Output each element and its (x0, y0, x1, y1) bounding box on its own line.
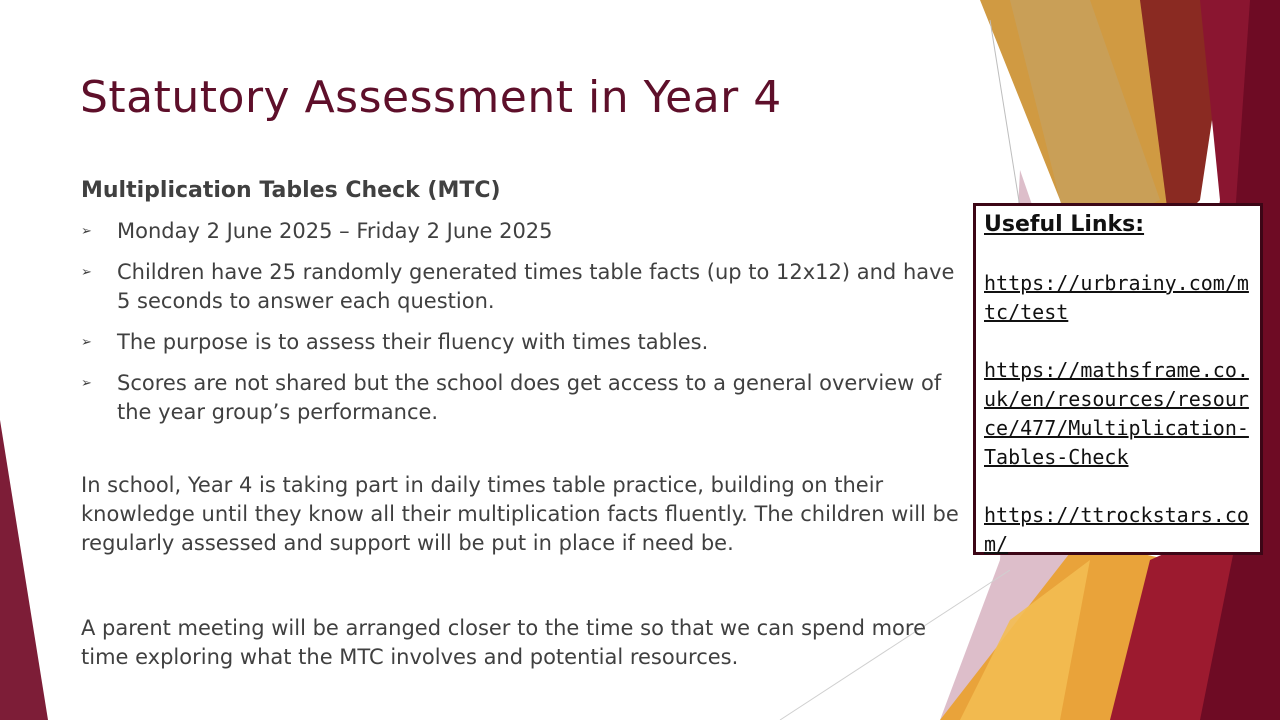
slide-content (81, 176, 961, 672)
arrow-bullet-icon: ➢ (81, 335, 92, 350)
link-urbrainy[interactable]: https://urbrainy.com/mtc/test (984, 271, 1249, 324)
bullet-list (81, 217, 961, 427)
practice-paragraph: In school, Year 4 is taking part in daily times table practice, building on their knowledge until they know all their multiplication facts fluently. The children will be regularly assessed and support will be put in place if need be. (81, 473, 959, 555)
bullet-item (81, 217, 961, 246)
bullet-item (81, 369, 961, 427)
bullet-item (81, 328, 961, 357)
parent-meeting-paragraph: A parent meeting will be arranged closer to the time so that we can spend more time exploring what the MTC involves and potential resources. (81, 616, 926, 669)
mtc-subheading: Multiplication Tables Check (MTC) (81, 178, 501, 203)
arrow-bullet-icon: ➢ (81, 224, 92, 239)
bullet-text: Scores are not shared but the school does get access to a general overview of the year group’s performance. (117, 371, 942, 424)
bullet-text: The purpose is to assess their fluency with times tables. (117, 330, 709, 354)
bullet-item (81, 258, 961, 316)
link-mathsframe[interactable]: https://mathsframe.co.uk/en/resources/resource/477/Multiplication-Tables-Check (984, 358, 1249, 469)
slide-title: Statutory Assessment in Year 4 (80, 72, 782, 123)
arrow-bullet-icon: ➢ (81, 376, 92, 391)
bullet-text: Monday 2 June 2025 – Friday 2 June 2025 (117, 219, 553, 243)
left-maroon-wedge (0, 420, 48, 720)
useful-links-box (973, 203, 1263, 555)
arrow-bullet-icon: ➢ (81, 265, 92, 280)
bullet-text: Children have 25 randomly generated times table facts (up to 12x12) and have 5 seconds to answer each question. (117, 260, 955, 313)
link-ttrockstars[interactable]: https://ttrockstars.com/ (984, 503, 1249, 556)
useful-links-title: Useful Links: (984, 212, 1145, 237)
